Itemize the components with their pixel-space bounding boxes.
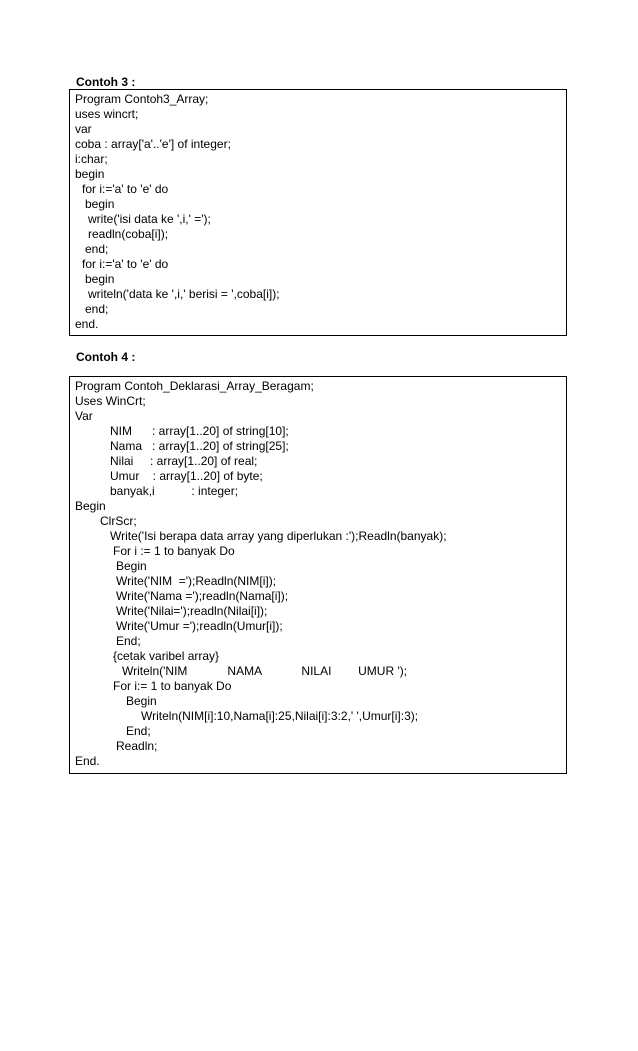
code-line: Writeln('NIM NAMA NILAI UMUR '); xyxy=(122,664,408,678)
code-line: Nilai : array[1..20] of real; xyxy=(110,454,258,468)
code-line: end; xyxy=(85,242,109,256)
code-line: banyak,i : integer; xyxy=(110,484,239,498)
code-line: begin xyxy=(85,197,115,211)
code-line: Uses WinCrt; xyxy=(75,394,146,408)
code-line: NIM : array[1..20] of string[10]; xyxy=(110,424,289,438)
code-line: Begin xyxy=(126,694,157,708)
code-line: for i:='a' to 'e' do xyxy=(82,257,169,271)
code-line: Begin xyxy=(75,499,106,513)
code-line: writeln('data ke ',i,' berisi = ',coba[i]); xyxy=(88,287,280,301)
code-line: begin xyxy=(85,272,115,286)
code-line: Writeln(NIM[i]:10,Nama[i]:25,Nilai[i]:3:2,' ',Umur[i]:3); xyxy=(141,709,419,723)
code-line: {cetak varibel array} xyxy=(113,649,220,663)
code-line: For i := 1 to banyak Do xyxy=(113,544,235,558)
code-line: i:char; xyxy=(75,152,108,166)
code-line: For i:= 1 to banyak Do xyxy=(113,679,232,693)
code-line: Umur : array[1..20] of byte; xyxy=(110,469,263,483)
example-3-heading: Contoh 3 : xyxy=(76,75,136,89)
code-line: ClrScr; xyxy=(100,514,137,528)
code-line: Nama : array[1..20] of string[25]; xyxy=(110,439,289,453)
code-line: var xyxy=(75,122,92,136)
code-line: coba : array['a'..'e'] of integer; xyxy=(75,137,231,151)
code-line: for i:='a' to 'e' do xyxy=(82,182,169,196)
code-line: Program Contoh_Deklarasi_Array_Beragam; xyxy=(75,379,314,393)
code-line: Var xyxy=(75,409,93,423)
code-line: Program Contoh3_Array; xyxy=(75,92,209,106)
code-line: end; xyxy=(85,302,109,316)
code-line: Write('Nilai=');readln(Nilai[i]); xyxy=(116,604,268,618)
code-line: begin xyxy=(75,167,105,181)
code-line: Write('Umur =');readln(Umur[i]); xyxy=(116,619,283,633)
code-line: Write('Nama =');readln(Nama[i]); xyxy=(116,589,289,603)
code-line: Write('NIM =');Readln(NIM[i]); xyxy=(116,574,277,588)
code-line: end. xyxy=(75,317,99,331)
code-line: uses wincrt; xyxy=(75,107,139,121)
code-line: Write('Isi berapa data array yang diperlukan :');Readln(banyak); xyxy=(110,529,447,543)
code-line: write('isi data ke ',i,' ='); xyxy=(88,212,211,226)
code-line: readln(coba[i]); xyxy=(88,227,169,241)
code-line: Begin xyxy=(116,559,147,573)
example-4-heading: Contoh 4 : xyxy=(76,350,136,364)
code-line: Readln; xyxy=(116,739,158,753)
code-line: End; xyxy=(116,634,141,648)
code-line: End. xyxy=(75,754,100,768)
code-line: End; xyxy=(126,724,151,738)
